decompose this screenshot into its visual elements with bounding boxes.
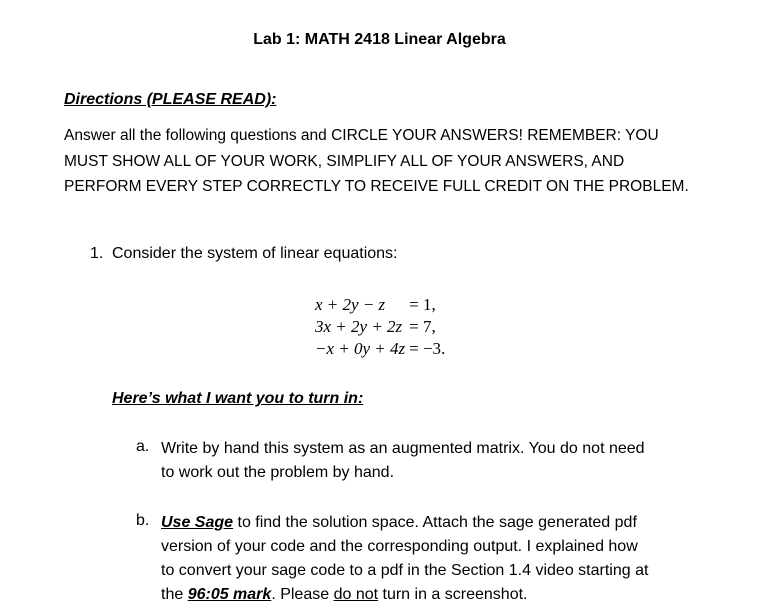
item-b-line [161, 511, 648, 535]
equation-lhs: 3x + 2y + 2z [315, 317, 403, 336]
question-prompt: Consider the system of linear equations: [112, 245, 398, 262]
item-b-letter: b. [136, 512, 150, 529]
page-title: Lab 1: MATH 2418 Linear Algebra [253, 31, 506, 48]
item-b-text-fragment: turn in a screenshot. [378, 586, 528, 603]
directions-line: PERFORM EVERY STEP CORRECTLY TO RECEIVE FULL CREDIT ON THE PROBLEM. [64, 178, 689, 195]
item-a-text [161, 437, 645, 485]
equation-rhs: = 1, [409, 295, 436, 314]
use-sage-emphasis: Use Sage [161, 514, 234, 531]
equation-row [315, 338, 445, 360]
item-b-text [161, 511, 648, 607]
item-a-line: to work out the problem by hand. [161, 464, 395, 481]
item-b-text-fragment: to find the solution space. Attach the sage generated pdf [233, 514, 637, 531]
item-b-line: version of your code and the corresponding output. I explained how [161, 538, 638, 555]
item-b-line: to convert your sage code to a pdf in the Section 1.4 video starting at [161, 562, 649, 579]
question-number: 1. [90, 245, 104, 262]
directions-heading: Directions (PLEASE READ): [64, 91, 277, 108]
video-mark-emphasis: 96:05 mark [187, 586, 272, 603]
directions-paragraph [64, 123, 704, 200]
item-b-text-fragment: . Please [271, 586, 334, 603]
equation-rhs: = −3. [409, 339, 446, 358]
equation-system [315, 294, 445, 360]
do-not-emphasis: do not [333, 586, 379, 603]
item-b-text-fragment: the [161, 586, 188, 603]
directions-line: Answer all the following questions and CIRCLE YOUR ANSWERS! REMEMBER: YOU [64, 127, 659, 144]
equation-row [315, 316, 445, 338]
equation-lhs: x + 2y − z [315, 295, 386, 314]
equation-lhs: −x + 0y + 4z [315, 339, 406, 358]
item-b-line [161, 583, 648, 607]
directions-line: MUST SHOW ALL OF YOUR WORK, SIMPLIFY ALL OF YOUR ANSWERS, AND [64, 152, 625, 170]
equation-rhs: = 7, [409, 317, 436, 336]
item-a-letter: a. [136, 438, 150, 455]
item-a-line: Write by hand this system as an augmented matrix. You do not need [161, 440, 645, 457]
turn-in-heading: Here’s what I want you to turn in: [112, 390, 364, 407]
equation-row [315, 294, 445, 316]
